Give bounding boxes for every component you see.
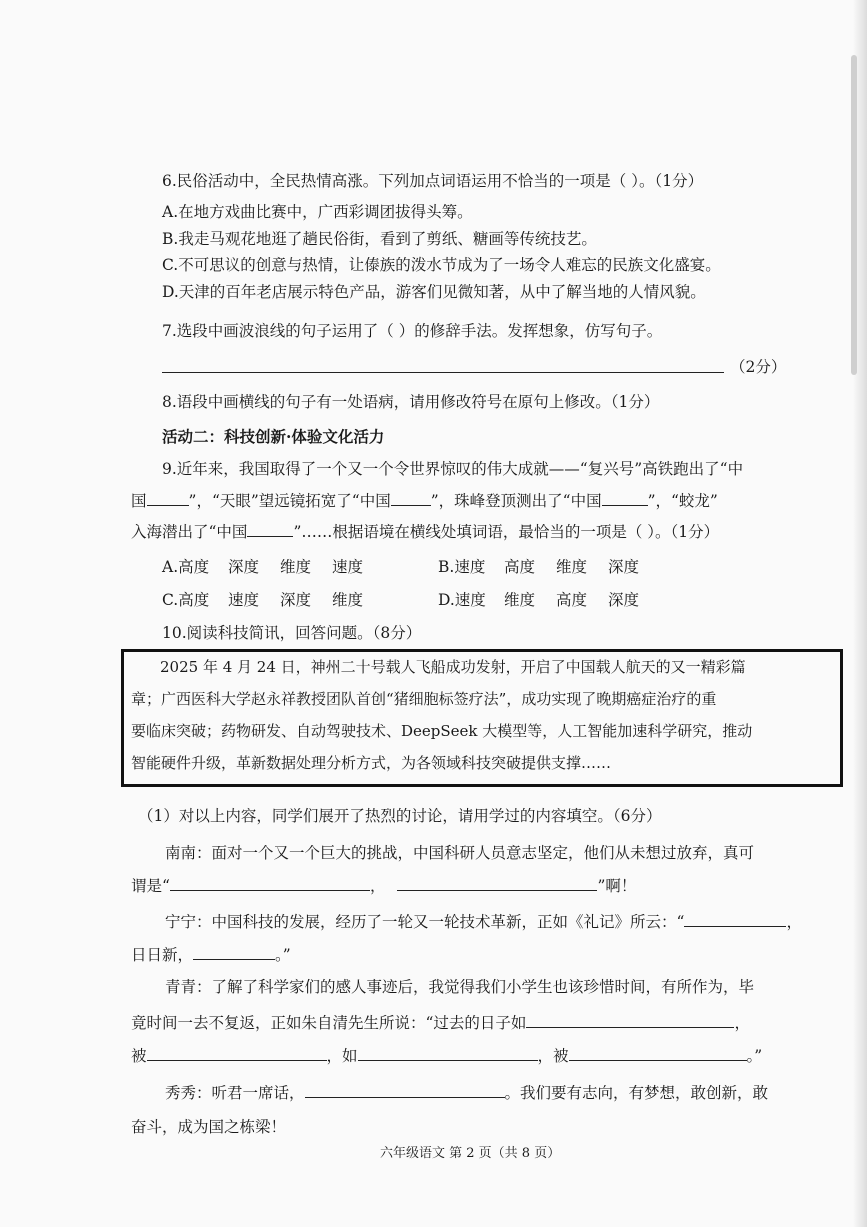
q9-choice-row-ab [162, 555, 660, 577]
q9-choice-b-word: 高度 [504, 558, 536, 576]
q9-choice-b-word: 深度 [608, 558, 640, 576]
q6-stem: 6.民俗活动中，全民热情高涨。下列加点词语运用不恰当的一项是（ ）。（1分） [162, 172, 704, 190]
ningning-text: ， [786, 913, 802, 931]
nannan-text: ”啊！ [597, 877, 637, 895]
q6-option-b: B.我走马观花地逛了趟民俗街，看到了剪纸、糖画等传统技艺。 [162, 230, 597, 248]
news-line-2: 章；广西医科大学赵永祥教授团队首创“猪细胞标签疗法”，成功实现了晚期癌症治疗的重 [131, 690, 717, 708]
q10-stem: 10.阅读科技简讯，回答问题。（8分） [162, 624, 422, 642]
q9-choice-c-word: 速度 [228, 591, 260, 609]
q6-option-c: C.不可思议的创意与热情，让傣族的泼水节成为了一场令人难忘的民族文化盛宴。 [162, 256, 721, 274]
q9-choice-d[interactable]: D.速度 [438, 591, 486, 609]
ningning-text: 宁宁：中国科技的发展，经历了一轮又一轮技术革新，正如《礼记》所云：“ [165, 913, 685, 931]
q9-choice-a-word: 维度 [280, 558, 312, 576]
page-footer: 六年级语文 第 2 页（共 8 页） [380, 1146, 561, 1161]
q9-text: ”，“蛟龙” [647, 492, 718, 510]
q9-line-1: 9.近年来，我国取得了一个又一个令世界惊叹的伟大成就——“复兴号”高铁跑出了“中 [162, 460, 744, 478]
xiuxiu-blank-1[interactable] [305, 1082, 505, 1098]
q9-choice-d-word: 深度 [608, 591, 640, 609]
xiuxiu-line-2: 奋斗，成为国之栋梁！ [131, 1118, 287, 1136]
ningning-text: 。” [275, 946, 291, 964]
q9-choice-a-word: 深度 [228, 558, 260, 576]
activity-two-heading: 活动二：科技创新·体验文化活力 [162, 427, 385, 446]
q7-score: （2分） [730, 358, 787, 376]
q9-text: 国 [131, 492, 147, 510]
ningning-blank-1[interactable] [684, 911, 786, 927]
nannan-line-1: 南南：面对一个又一个巨大的挑战，中国科研人员意志坚定，他们从未想过放弃，真可 [165, 844, 755, 862]
q9-blank-3[interactable] [602, 490, 648, 506]
qingqing-blank-4[interactable] [569, 1045, 747, 1061]
q9-text: ”，“天眼”望远镜拓宽了“中国 [188, 492, 391, 510]
q9-blank-2[interactable] [391, 490, 431, 506]
news-line-3: 要临床突破；药物研发、自动驾驶技术、DeepSeek 大模型等，人工智能加速科学研究，推动 [131, 722, 753, 740]
q9-text: ”，珠峰登顶测出了“中国 [430, 492, 602, 510]
q7-stem: 7.选段中画波浪线的句子运用了（ ）的修辞手法。发挥想象，仿写句子。 [162, 322, 663, 340]
q9-choice-c-word: 维度 [332, 591, 364, 609]
qingqing-line-2 [131, 1012, 750, 1033]
q9-choice-d-word: 高度 [556, 591, 588, 609]
qingqing-line-1: 青青：了解了科学家们的感人事迹后，我觉得我们小学生也该珍惜时间，有所作为，毕 [165, 978, 755, 996]
q6-option-a: A.在地方戏曲比赛中，广西彩调团拔得头筹。 [162, 203, 473, 221]
q9-choice-c-word: 深度 [280, 591, 312, 609]
qingqing-text: 竟时间一去不复返，正如朱自清先生所说：“过去的日子如 [131, 1014, 527, 1032]
q9-choice-b-word: 维度 [556, 558, 588, 576]
xiuxiu-line-1 [165, 1082, 768, 1103]
qingqing-line-3 [131, 1045, 762, 1066]
q9-choice-b[interactable]: B.速度 [438, 558, 486, 576]
news-line-1: 2025 年 4 月 24 日，神州二十号载人飞船成功发射，开启了中国载人航天的又一精彩篇 [160, 658, 746, 676]
ningning-line-1 [165, 911, 802, 932]
q9-text: ”……根据语境在横线处填词语，最恰当的一项是（ ）。（1分） [293, 523, 720, 541]
qingqing-blank-1[interactable] [526, 1012, 734, 1028]
q9-blank-4[interactable] [247, 521, 293, 537]
qingqing-blank-3[interactable] [358, 1045, 538, 1061]
q9-blank-1[interactable] [147, 490, 189, 506]
ningning-blank-2[interactable] [193, 944, 275, 960]
qingqing-text: ， [734, 1014, 750, 1032]
qingqing-text: ，被 [537, 1047, 569, 1065]
q9-choice-d-word: 维度 [504, 591, 536, 609]
xiuxiu-text: 。我们要有志向，有梦想，敢创新，敢 [504, 1084, 769, 1102]
nannan-line-2 [131, 875, 636, 896]
q8-stem: 8.语段中画横线的句子有一处语病，请用修改符号在原句上修改。（1分） [162, 393, 660, 411]
qingqing-text: 被 [131, 1047, 147, 1065]
qingqing-text: 。” [746, 1047, 763, 1065]
q9-choice-a[interactable]: A.高度 [162, 558, 210, 576]
nannan-text: 谓是“ [131, 877, 170, 895]
ningning-text: 日日新， [131, 946, 194, 964]
nannan-text: ， [369, 877, 386, 895]
qingqing-text: ，如 [326, 1047, 358, 1065]
q9-line-2 [131, 490, 718, 511]
q9-choice-a-word: 速度 [332, 558, 364, 576]
scroll-indicator [851, 55, 857, 375]
xiuxiu-text: 秀秀：听君一席话， [165, 1084, 305, 1102]
q9-choice-c[interactable]: C.高度 [162, 591, 210, 609]
q7-answer-line[interactable] [162, 372, 724, 373]
q10-sub1: （1）对以上内容，同学们展开了热烈的讨论，请用学过的内容填空。（6分） [138, 807, 662, 825]
qingqing-blank-2[interactable] [147, 1045, 327, 1061]
nannan-blank-1[interactable] [170, 875, 370, 891]
q9-text: 入海潜出了“中国 [131, 523, 248, 541]
news-line-4: 智能硬件升级，革新数据处理分析方式，为各领域科技突破提供支撑…… [131, 754, 612, 772]
q6-option-d: D.天津的百年老店展示特色产品，游客们见微知著，从中了解当地的人情风貌。 [162, 283, 706, 301]
q9-choice-row-cd [162, 588, 660, 610]
q9-line-3 [131, 521, 719, 542]
nannan-blank-2[interactable] [397, 875, 597, 891]
ningning-line-2 [131, 944, 291, 965]
